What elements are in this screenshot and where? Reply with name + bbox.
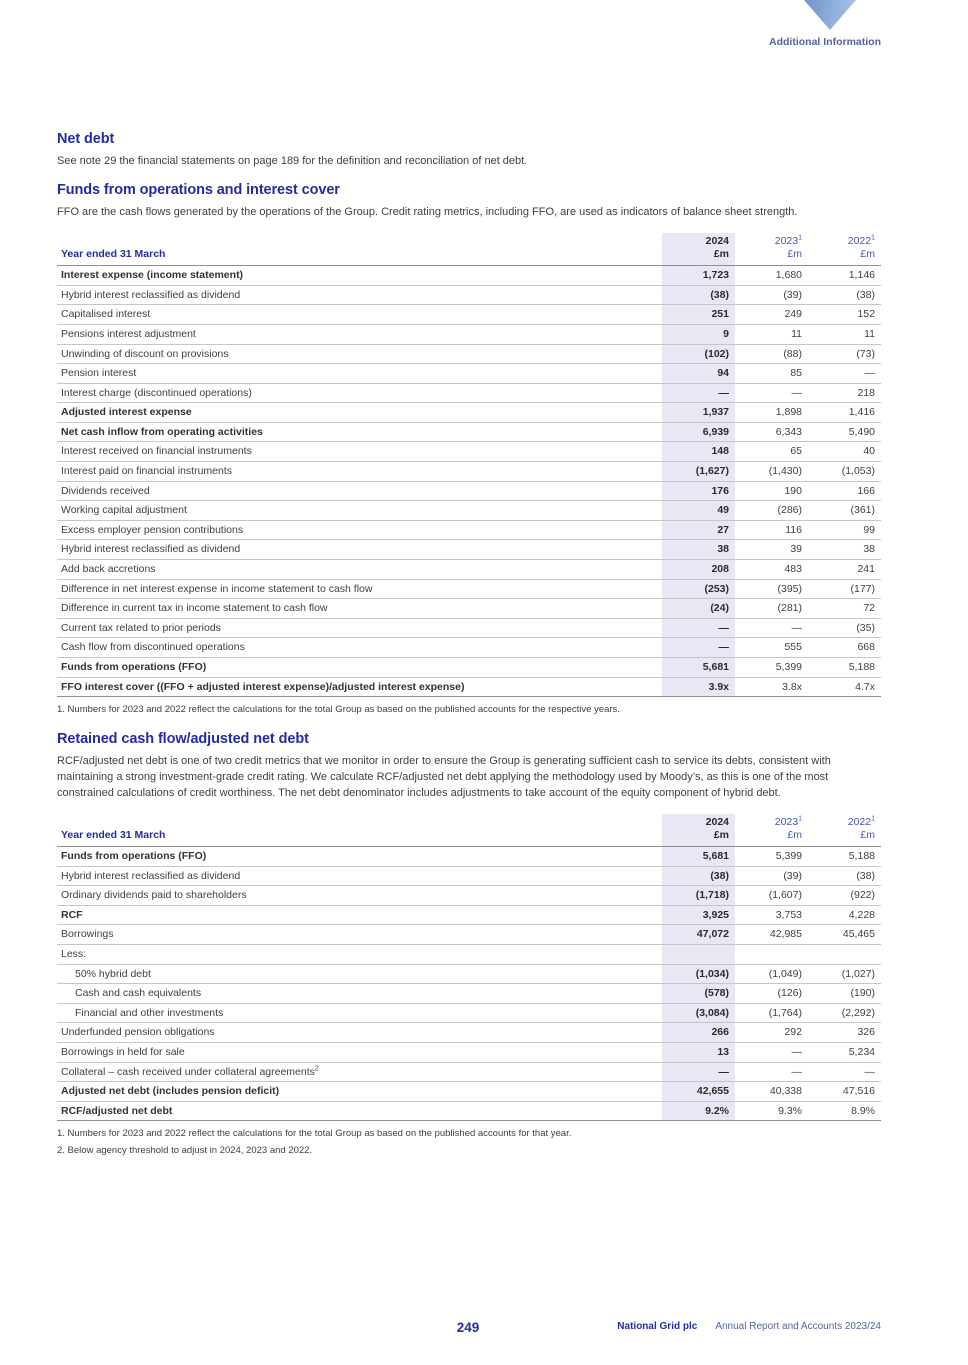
value-cell: — — [662, 618, 735, 638]
value-cell: 5,188 — [808, 658, 881, 678]
value-cell: (1,764) — [735, 1003, 808, 1023]
value-cell: — — [662, 383, 735, 403]
value-cell: (1,718) — [662, 886, 735, 906]
value-cell: (38) — [662, 866, 735, 886]
value-cell: 668 — [808, 638, 881, 658]
value-cell: 9.2% — [662, 1101, 735, 1121]
row-label: Interest received on financial instruments — [57, 442, 662, 462]
table-row — [57, 1101, 881, 1121]
value-cell: 152 — [808, 305, 881, 325]
row-label: Hybrid interest reclassified as dividend — [57, 540, 662, 560]
value-cell: 3.9x — [662, 677, 735, 697]
value-cell: 116 — [735, 520, 808, 540]
value-cell: (253) — [662, 579, 735, 599]
row-label: Funds from operations (FFO) — [57, 658, 662, 678]
row-label: Dividends received — [57, 481, 662, 501]
value-cell: (395) — [735, 579, 808, 599]
value-cell: — — [735, 383, 808, 403]
table-row — [57, 599, 881, 619]
table-row — [57, 579, 881, 599]
value-cell: (38) — [808, 866, 881, 886]
value-cell: 40 — [808, 442, 881, 462]
table-row — [57, 984, 881, 1004]
section-marker-icon — [804, 0, 856, 30]
value-cell: — — [735, 618, 808, 638]
table-row — [57, 1003, 881, 1023]
value-cell: 8.9% — [808, 1101, 881, 1121]
value-cell: (1,053) — [808, 462, 881, 482]
value-cell: (39) — [735, 285, 808, 305]
table-row — [57, 285, 881, 305]
table-row — [57, 1023, 881, 1043]
row-label: Adjusted interest expense — [57, 403, 662, 423]
row-label: Pensions interest adjustment — [57, 324, 662, 344]
value-cell: — — [808, 364, 881, 384]
value-cell: 5,681 — [662, 658, 735, 678]
column-header-2023: 2023$^1$ £m — [735, 814, 808, 847]
value-cell: 1,937 — [662, 403, 735, 423]
column-header-2023: 2023$^1$ £m — [735, 233, 808, 266]
value-cell: 166 — [808, 481, 881, 501]
table-row — [57, 442, 881, 462]
table-row — [57, 560, 881, 580]
table-row — [57, 944, 881, 964]
ffo-footnote-1: 1. Numbers for 2023 and 2022 reflect the calculations for the total Group as based on the published accounts for the respective years. — [57, 704, 620, 716]
value-cell: (24) — [662, 599, 735, 619]
value-cell: 39 — [735, 540, 808, 560]
rcf-table — [57, 814, 881, 1122]
value-cell: 218 — [808, 383, 881, 403]
value-cell: (2,292) — [808, 1003, 881, 1023]
value-cell: (73) — [808, 344, 881, 364]
footer-company-name: National Grid plc — [617, 1321, 698, 1332]
value-cell: — — [735, 1062, 808, 1082]
row-label: Cash and cash equivalents — [57, 984, 662, 1004]
value-cell: 49 — [662, 501, 735, 521]
table-row — [57, 964, 881, 984]
value-cell: — — [735, 1042, 808, 1062]
value-cell: 3.8x — [735, 677, 808, 697]
value-cell: 13 — [662, 1042, 735, 1062]
value-cell: (177) — [808, 579, 881, 599]
value-cell: (3,084) — [662, 1003, 735, 1023]
row-label: Adjusted net debt (includes pension deficit) — [57, 1082, 662, 1102]
row-label: RCF/adjusted net debt — [57, 1101, 662, 1121]
value-cell: 6,939 — [662, 422, 735, 442]
table-row — [57, 501, 881, 521]
table-row — [57, 266, 881, 286]
table-row — [57, 344, 881, 364]
value-cell: 555 — [735, 638, 808, 658]
value-cell: 85 — [735, 364, 808, 384]
ffo-heading: Funds from operations and interest cover — [57, 181, 340, 198]
net-debt-heading: Net debt — [57, 131, 115, 147]
value-cell: 326 — [808, 1023, 881, 1043]
value-cell: 27 — [662, 520, 735, 540]
row-label: Hybrid interest reclassified as dividend — [57, 866, 662, 886]
value-cell: 38 — [808, 540, 881, 560]
value-cell: 6,343 — [735, 422, 808, 442]
table-row — [57, 1062, 881, 1082]
row-label: Borrowings — [57, 925, 662, 945]
footer-report-title: Annual Report and Accounts 2023/24 — [715, 1321, 881, 1332]
row-label: Less: — [57, 944, 662, 964]
value-cell: 1,898 — [735, 403, 808, 423]
value-cell: (38) — [808, 285, 881, 305]
value-cell: (1,607) — [735, 886, 808, 906]
page-number: 249 — [456, 1320, 480, 1335]
value-cell: 42,985 — [735, 925, 808, 945]
table-row — [57, 305, 881, 325]
table-row — [57, 462, 881, 482]
value-cell: 9.3% — [735, 1101, 808, 1121]
value-cell: 190 — [735, 481, 808, 501]
table-row — [57, 481, 881, 501]
row-label: Capitalised interest — [57, 305, 662, 325]
ffo-table — [57, 233, 881, 697]
table-row — [57, 520, 881, 540]
value-cell: 292 — [735, 1023, 808, 1043]
value-cell: 483 — [735, 560, 808, 580]
value-cell: (286) — [735, 501, 808, 521]
row-label: RCF — [57, 905, 662, 925]
table-row — [57, 847, 881, 867]
table-row — [57, 422, 881, 442]
page-content — [57, 131, 881, 1161]
value-cell: (1,627) — [662, 462, 735, 482]
table-row — [57, 886, 881, 906]
value-cell: (102) — [662, 344, 735, 364]
value-cell: 5,399 — [735, 847, 808, 867]
column-header-2024: 2024 £m — [662, 233, 735, 266]
row-label: Excess employer pension contributions — [57, 520, 662, 540]
value-cell — [808, 944, 881, 964]
row-label: Current tax related to prior periods — [57, 618, 662, 638]
row-label: Difference in net interest expense in income statement to cash flow — [57, 579, 662, 599]
value-cell: 45,465 — [808, 925, 881, 945]
value-cell: (281) — [735, 599, 808, 619]
value-cell: 4.7x — [808, 677, 881, 697]
table-header-label: Year ended 31 March — [57, 233, 662, 266]
column-header-2024: 2024 £m — [662, 814, 735, 847]
rcf-footnote-1: 1. Numbers for 2023 and 2022 reflect the calculations for the total Group as based on the published accounts for that year. — [57, 1128, 572, 1140]
row-label: FFO interest cover ((FFO + adjusted interest expense)/adjusted interest expense) — [57, 677, 662, 697]
row-label: Interest paid on financial instruments — [57, 462, 662, 482]
value-cell: 9 — [662, 324, 735, 344]
rcf-heading: Retained cash flow/adjusted net debt — [57, 730, 309, 747]
row-label: Interest expense (income statement) — [57, 266, 662, 286]
value-cell: — — [662, 638, 735, 658]
value-cell — [735, 944, 808, 964]
table-row — [57, 403, 881, 423]
row-label: Net cash inflow from operating activities — [57, 422, 662, 442]
table-row — [57, 540, 881, 560]
value-cell: 40,338 — [735, 1082, 808, 1102]
value-cell: 4,228 — [808, 905, 881, 925]
value-cell: 99 — [808, 520, 881, 540]
value-cell: 1,723 — [662, 266, 735, 286]
value-cell: 65 — [735, 442, 808, 462]
value-cell: — — [808, 1062, 881, 1082]
value-cell: (35) — [808, 618, 881, 638]
table-row — [57, 1082, 881, 1102]
value-cell: 38 — [662, 540, 735, 560]
value-cell: 94 — [662, 364, 735, 384]
value-cell: 176 — [662, 481, 735, 501]
table-header-row — [57, 814, 881, 847]
row-label: Pension interest — [57, 364, 662, 384]
value-cell: 251 — [662, 305, 735, 325]
table-row — [57, 925, 881, 945]
value-cell: (39) — [735, 866, 808, 886]
table-row — [57, 324, 881, 344]
row-label: Funds from operations (FFO) — [57, 847, 662, 867]
value-cell: 47,516 — [808, 1082, 881, 1102]
table-row — [57, 1042, 881, 1062]
row-label: Cash flow from discontinued operations — [57, 638, 662, 658]
value-cell: 5,234 — [808, 1042, 881, 1062]
table-row — [57, 364, 881, 384]
table-row — [57, 866, 881, 886]
row-label: Underfunded pension obligations — [57, 1023, 662, 1043]
value-cell: 1,146 — [808, 266, 881, 286]
value-cell: 11 — [808, 324, 881, 344]
value-cell: 47,072 — [662, 925, 735, 945]
value-cell: (88) — [735, 344, 808, 364]
value-cell: 3,753 — [735, 905, 808, 925]
row-label: Interest charge (discontinued operations) — [57, 383, 662, 403]
value-cell: 72 — [808, 599, 881, 619]
row-label: Collateral – cash received under collateral agreements$^2$ — [57, 1062, 662, 1082]
value-cell: 5,399 — [735, 658, 808, 678]
row-label: Borrowings in held for sale — [57, 1042, 662, 1062]
value-cell — [662, 944, 735, 964]
row-label: Unwinding of discount on provisions — [57, 344, 662, 364]
row-label: Add back accretions — [57, 560, 662, 580]
table-row — [57, 638, 881, 658]
table-header-row — [57, 233, 881, 266]
value-cell: (38) — [662, 285, 735, 305]
table-row — [57, 383, 881, 403]
rcf-footnote-2: 2. Below agency threshold to adjust in 2024, 2023 and 2022. — [57, 1145, 313, 1157]
value-cell: 208 — [662, 560, 735, 580]
value-cell: 11 — [735, 324, 808, 344]
row-label: Financial and other investments — [57, 1003, 662, 1023]
value-cell: (1,034) — [662, 964, 735, 984]
column-header-2022: 2022$^1$ £m — [808, 233, 881, 266]
value-cell: (1,049) — [735, 964, 808, 984]
value-cell: (190) — [808, 984, 881, 1004]
value-cell: 266 — [662, 1023, 735, 1043]
page-footer — [617, 1321, 881, 1332]
value-cell: (1,027) — [808, 964, 881, 984]
row-label: Working capital adjustment — [57, 501, 662, 521]
column-header-2022: 2022$^1$ £m — [808, 814, 881, 847]
value-cell: (1,430) — [735, 462, 808, 482]
value-cell: 249 — [735, 305, 808, 325]
value-cell: (578) — [662, 984, 735, 1004]
rcf-intro-text: RCF/adjusted net debt is one of two credit metrics that we monitor in order to ensure the Group is generating sufficient cash to service its debts, consistent with maintaining a strong investment-grade credit rating. We calculate RCF/adjusted net debt applying the methodology used by Moody’s, as this is one of the most constrained calculations of credit worthiness. The net debt denominator includes adjustments to take account of the equity component of hybrid debt. — [57, 754, 831, 799]
row-label: Ordinary dividends paid to shareholders — [57, 886, 662, 906]
table-row — [57, 905, 881, 925]
section-label: Additional Information — [769, 36, 881, 48]
table-row — [57, 618, 881, 638]
table-header-label: Year ended 31 March — [57, 814, 662, 847]
value-cell: 5,188 — [808, 847, 881, 867]
value-cell: 1,680 — [735, 266, 808, 286]
row-label: Difference in current tax in income statement to cash flow — [57, 599, 662, 619]
value-cell: (922) — [808, 886, 881, 906]
value-cell: 3,925 — [662, 905, 735, 925]
value-cell: 148 — [662, 442, 735, 462]
value-cell: 1,416 — [808, 403, 881, 423]
net-debt-text: See note 29 the financial statements on page 189 for the definition and reconciliation of net debt. — [57, 155, 528, 167]
value-cell: 5,490 — [808, 422, 881, 442]
row-label: Hybrid interest reclassified as dividend — [57, 285, 662, 305]
table-row — [57, 677, 881, 697]
ffo-intro-text: FFO are the cash flows generated by the operations of the Group. Credit rating metrics, including FFO, are used as indicators of balance sheet strength. — [57, 205, 798, 218]
row-label: 50% hybrid debt — [57, 964, 662, 984]
value-cell: 42,655 — [662, 1082, 735, 1102]
value-cell: 5,681 — [662, 847, 735, 867]
table-row — [57, 658, 881, 678]
value-cell: (361) — [808, 501, 881, 521]
value-cell: — — [662, 1062, 735, 1082]
value-cell: (126) — [735, 984, 808, 1004]
value-cell: 241 — [808, 560, 881, 580]
